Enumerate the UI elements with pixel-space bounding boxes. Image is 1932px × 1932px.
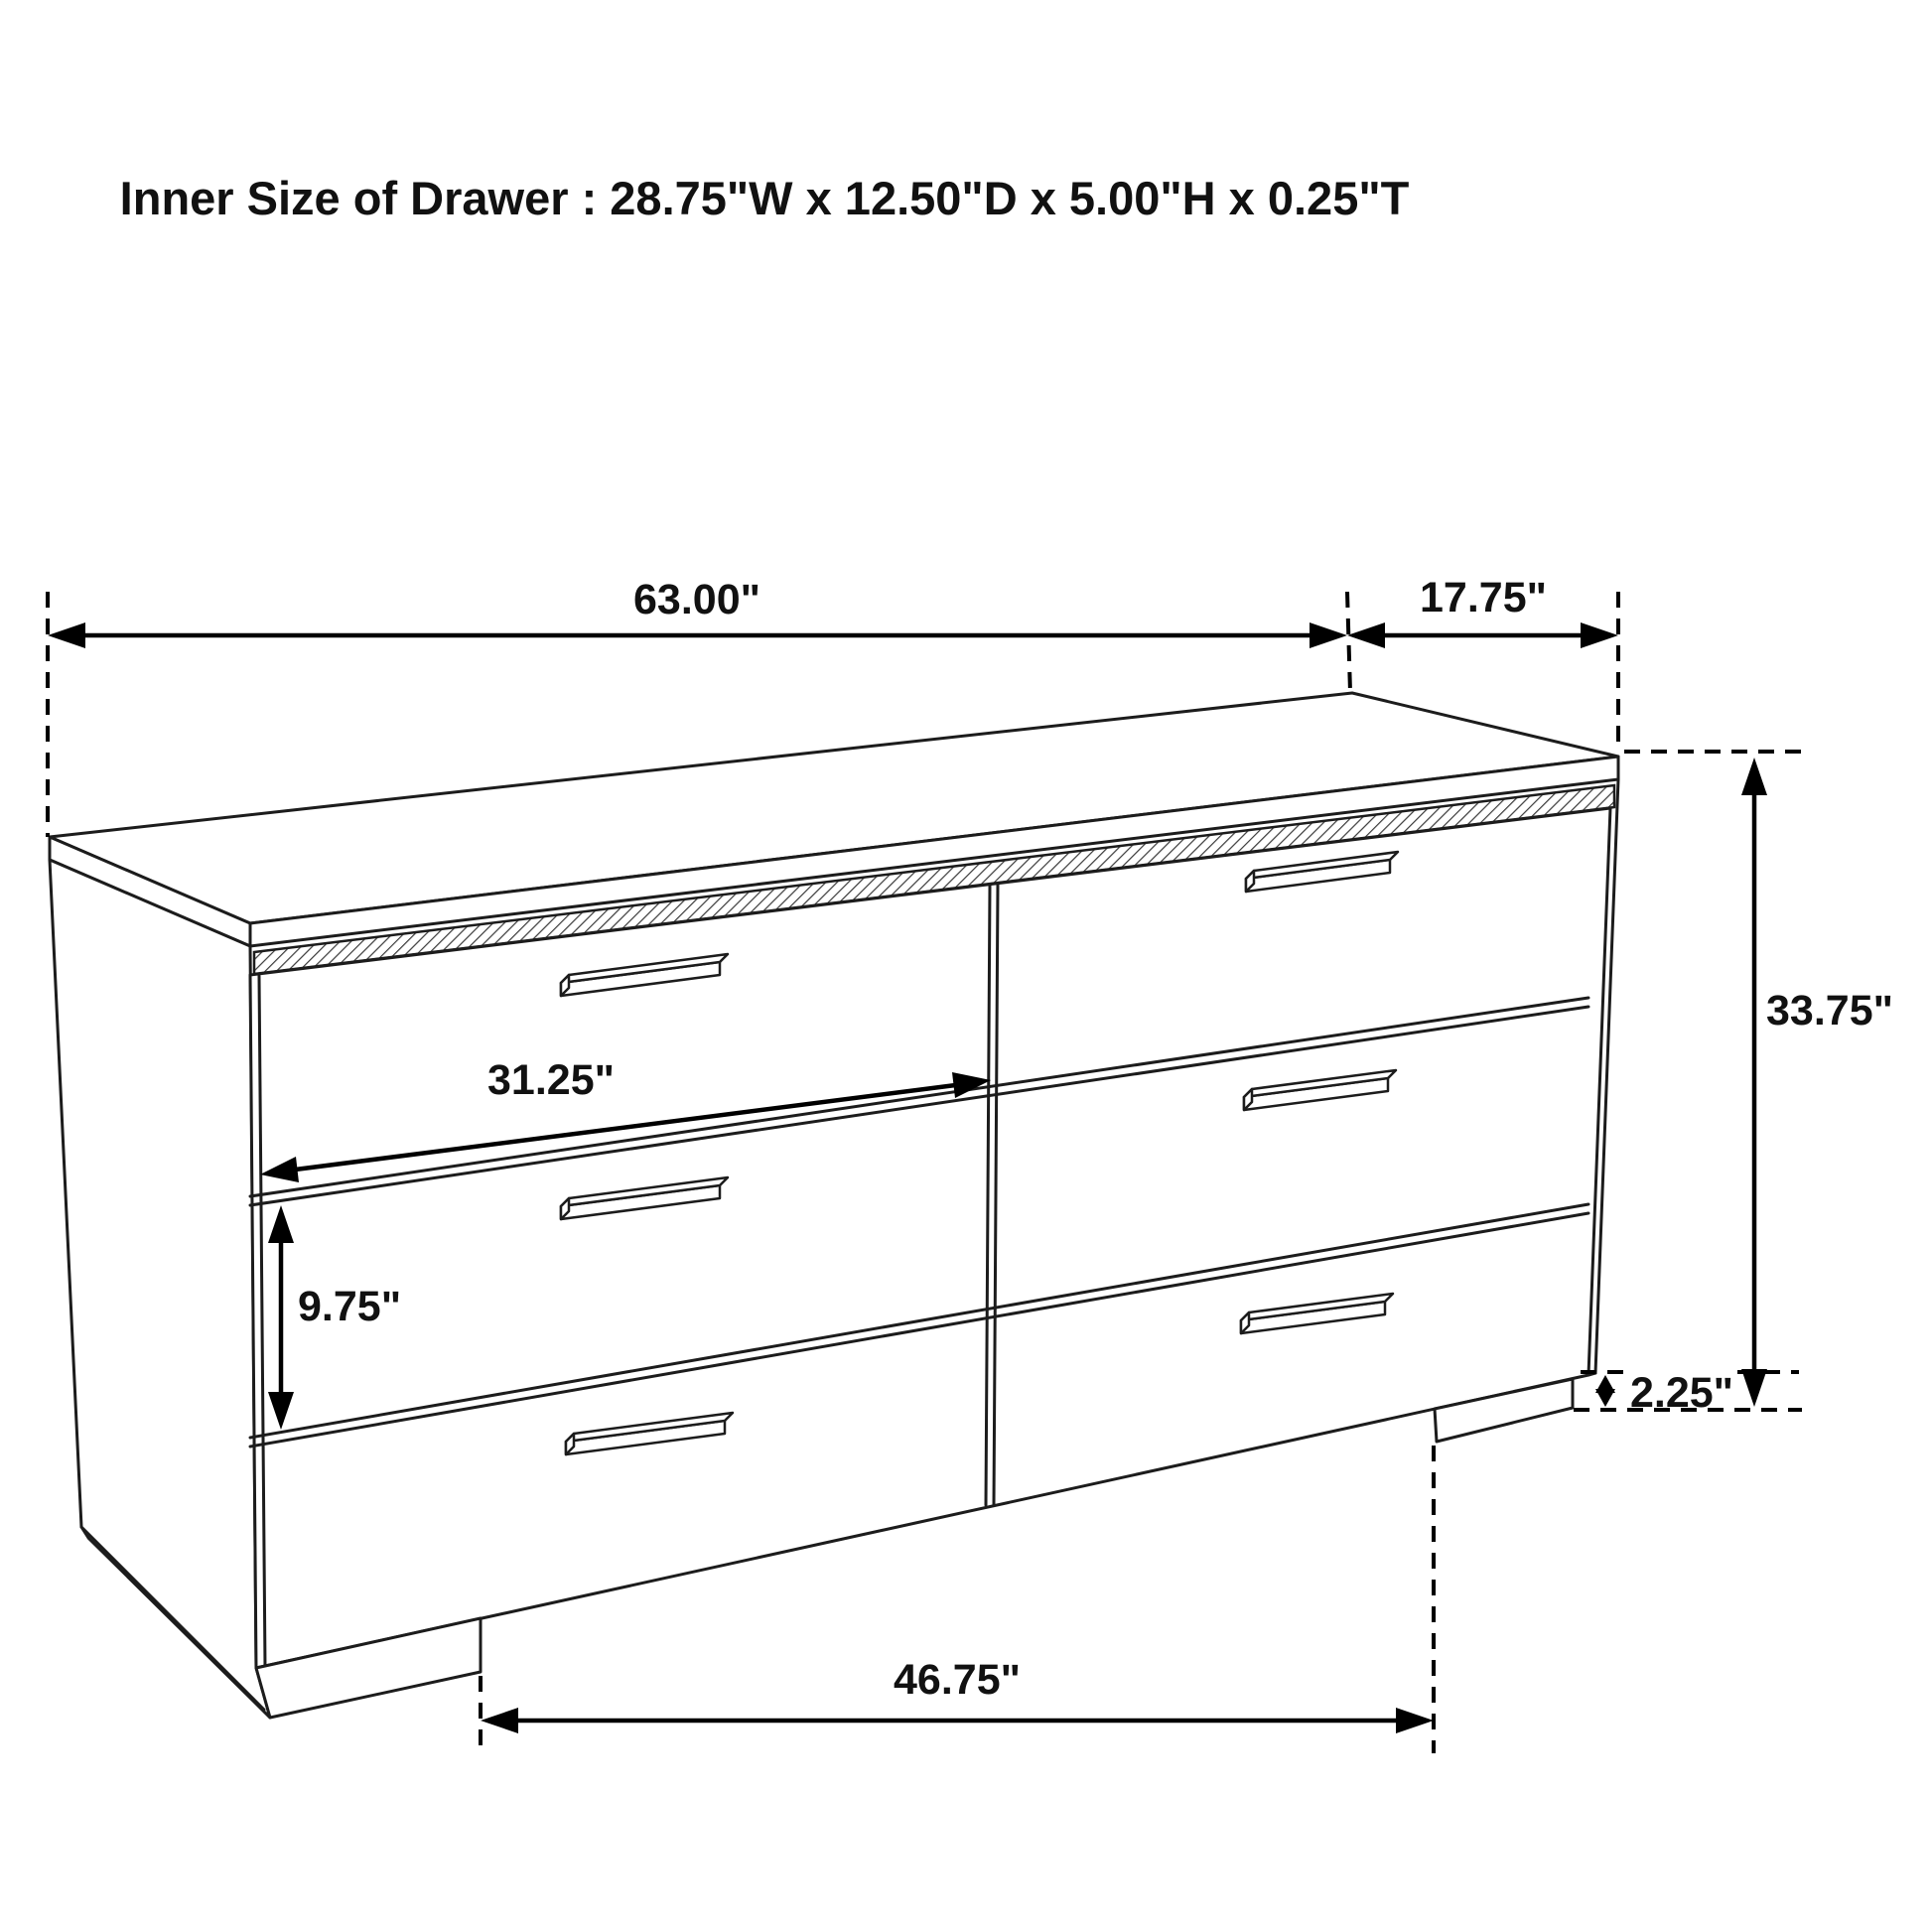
- dim-leg-height: [1574, 1369, 1802, 1417]
- dim-label-leg-height: 2.25": [1629, 1369, 1734, 1417]
- arrowhead-left: [1347, 622, 1385, 648]
- arrowhead-up: [1741, 758, 1767, 795]
- arrowhead-down: [1741, 1369, 1767, 1407]
- dresser-wireframe: [50, 693, 1618, 1718]
- dim-label-drawer-height: 9.75": [298, 1283, 402, 1330]
- arrowhead-down: [1595, 1389, 1615, 1407]
- dim-label-overall-height: 33.75": [1766, 987, 1893, 1035]
- dim-label-drawer-width: 31.25": [487, 1056, 615, 1104]
- arrowhead-left: [48, 622, 85, 648]
- extension-line: [1347, 592, 1350, 692]
- arrowhead-right: [1396, 1708, 1434, 1733]
- dim-overall-height: [1624, 752, 1893, 1407]
- diagram-title: Inner Size of Drawer : 28.75"W x 12.50"D x 5.00"H x 0.25"T: [119, 172, 1410, 224]
- arrowhead-right: [1310, 622, 1347, 648]
- dim-label-top-width: 63.00": [633, 576, 760, 623]
- arrowhead-right: [1581, 622, 1618, 648]
- dim-label-leg-span: 46.75": [894, 1656, 1021, 1704]
- arrowhead-left: [481, 1708, 518, 1733]
- dim-label-top-depth: 17.75": [1420, 574, 1547, 621]
- left-side-panel: [50, 860, 270, 1718]
